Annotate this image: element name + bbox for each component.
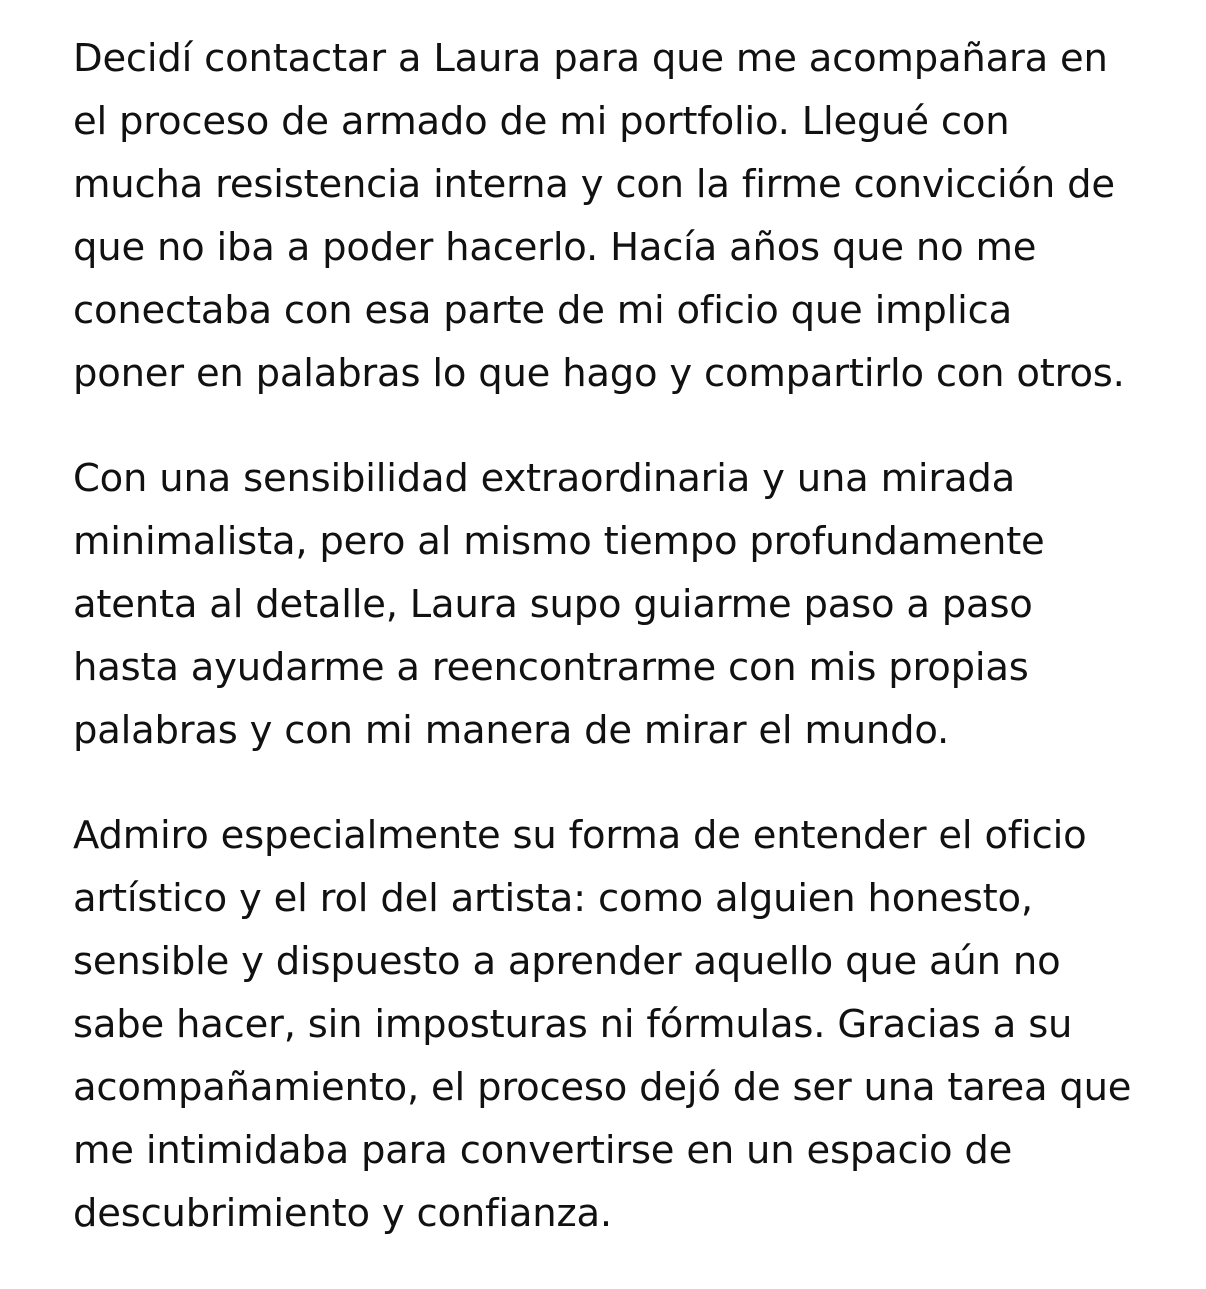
paragraph-line: sabe hacer, sin imposturas ni fórmulas. Gracias a su [73,1002,1073,1047]
paragraph-line: Decidí contactar a Laura para que me acompañara en [73,36,1108,81]
paragraph-line: artístico y el rol del artista: como alguien honesto, [73,876,1033,921]
paragraph-line: palabras y con mi manera de mirar el mundo. [73,708,950,753]
paragraph-spacer [73,762,1166,804]
paragraph-spacer [73,405,1166,447]
paragraph-line: sensible y dispuesto a aprender aquello que aún no [73,939,1061,984]
paragraph-line: poner en palabras lo que hago y compartirlo con otros. [73,351,1125,396]
paragraph-line: mucha resistencia interna y con la firme convicción de [73,162,1115,207]
paragraph-line: me intimidaba para convertirse en un espacio de [73,1128,1013,1173]
paragraph-line: acompañamiento, el proceso dejó de ser una tarea que [73,1065,1132,1110]
paragraph-1 [73,27,1166,405]
paragraph-line: atenta al detalle, Laura supo guiarme paso a paso [73,582,1033,627]
paragraph-2 [73,447,1166,762]
paragraph-line: hasta ayudarme a reencontrarme con mis propias [73,645,1029,690]
paragraph-line: descubrimiento y confianza. [73,1191,612,1236]
paragraph-line: Admiro especialmente su forma de entender el oficio [73,813,1087,858]
paragraph-line: Con una sensibilidad extraordinaria y una mirada [73,456,1016,501]
paragraph-line: conectaba con esa parte de mi oficio que implica [73,288,1012,333]
paragraph-line: el proceso de armado de mi portfolio. Llegué con [73,99,1010,144]
paragraph-3 [73,804,1166,1245]
paragraph-line: que no iba a poder hacerlo. Hacía años que no me [73,225,1037,270]
paragraph-line: minimalista, pero al mismo tiempo profundamente [73,519,1045,564]
